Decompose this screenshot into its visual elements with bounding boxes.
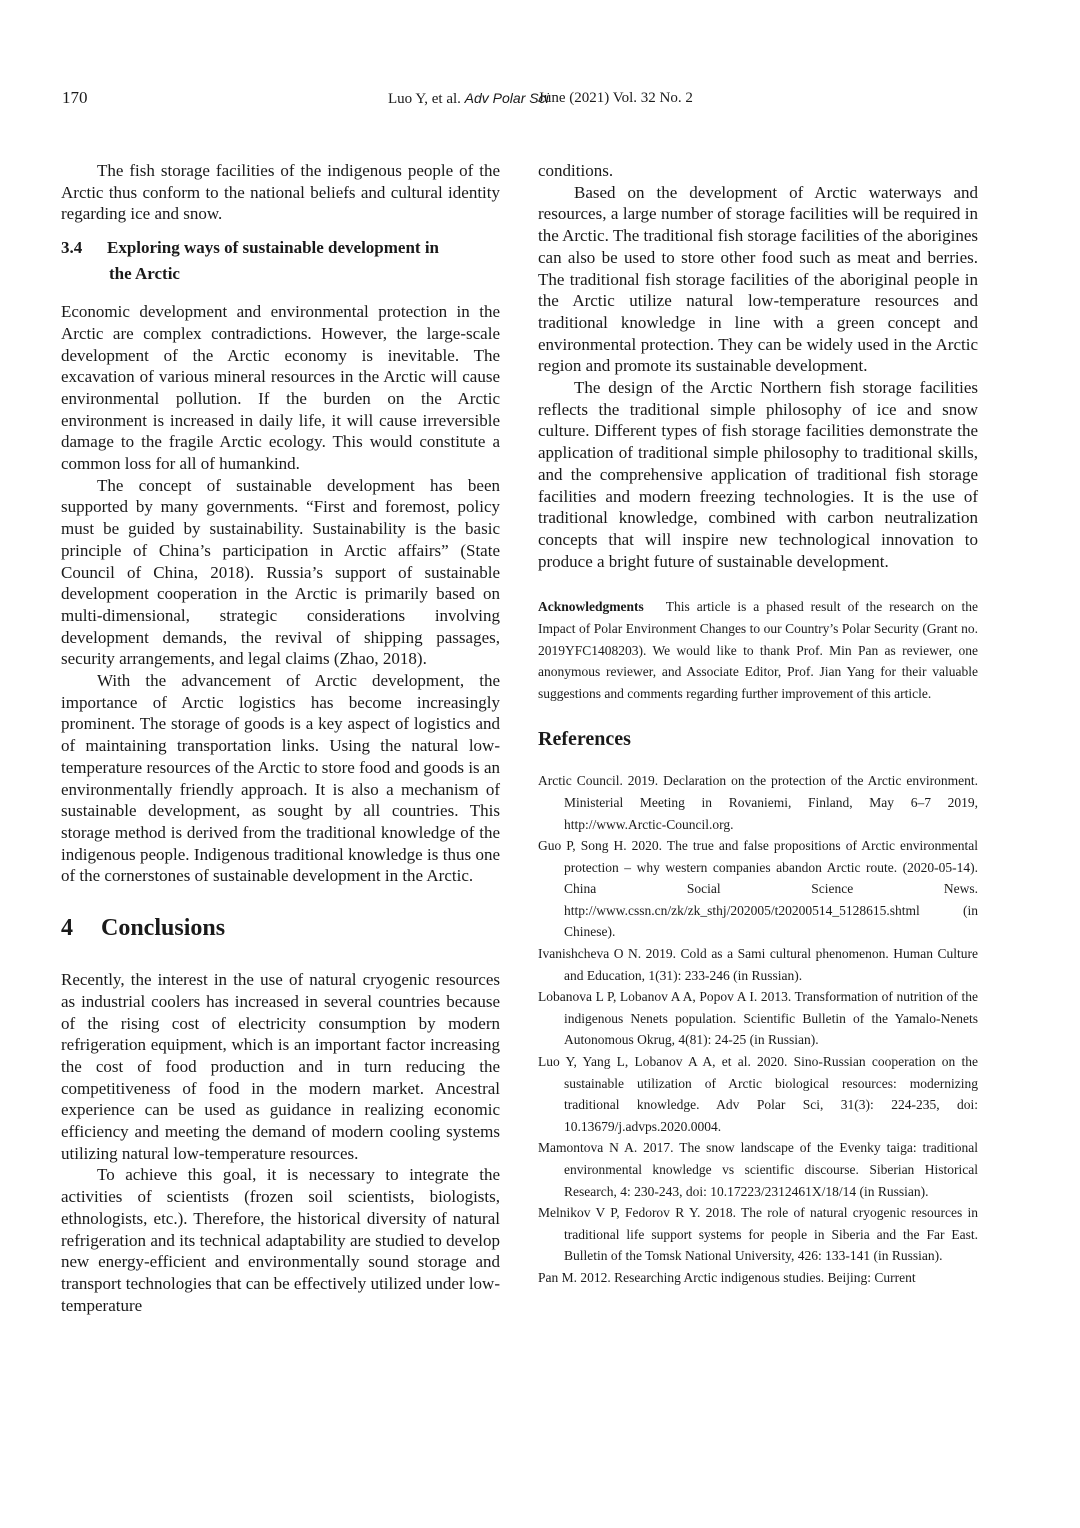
section-heading xyxy=(61,235,500,287)
paragraph: The design of the Arctic Northern fish storage facilities reflects the traditional simple philosophy of ice and snow culture. Different types of fish storage facilities demonstrate the application of traditional simple philosophy to traditional skills, and the comprehensive application of traditional fish storage facilities and modern freezing technologies. It is the use of traditional knowledge, combined with carbon neutralization concepts that will inspire new technological innovation to produce a bright future of sustainable development. xyxy=(538,378,978,571)
chapter-number: 4 xyxy=(61,915,73,942)
header-authors xyxy=(388,90,549,108)
paragraph: The fish storage facilities of the indigenous people of the Arctic thus conform to the national beliefs and cultural identity regarding ice and snow. xyxy=(61,161,500,224)
page-number: 170 xyxy=(62,88,88,107)
issue-info: June (2021) Vol. 32 No. 2 xyxy=(538,90,693,106)
reference-item: Lobanova L P, Lobanov A A, Popov A I. 2013. Transformation of nutrition of the indigenous Nenets population. Scientific Bulletin of the Yamalo-Nenets Autonomous Okrug, 4(81): 24-25 (in Russian). xyxy=(538,989,978,1048)
acknowledgments-heading: Acknowledgments xyxy=(538,599,644,615)
chapter-title: Conclusions xyxy=(101,915,226,942)
section-number: 3.4 xyxy=(61,238,83,258)
paragraph: The concept of sustainable development has been supported by many governments. “First and foremost, policy must be guided by sustainability. Sustainability is the basic principle of China’s participation in Arctic affairs” (State Council of China, 2018). Russia’s support of sustainable development cooperation in the Arctic is primarily based on multi-dimensional, strategic considerations involving development demands, the revival of shipping passages, security arrangements, and legal claims (Zhao, 2018). xyxy=(61,475,500,669)
paragraph: Based on the development of Arctic waterways and resources, a large number of storage facilities will be required in the Arctic. The traditional fish storage facilities of the aborigines can also be used to store other food such as meat and berries. The traditional fish storage facilities of the aboriginal people in the Arctic utilize natural low-temperature resources and traditional knowledge in line with a green concept and environmental protection. They can be widely used in the Arctic region and promote its sustainable development. xyxy=(538,182,978,376)
reference-item: Guo P, Song H. 2020. The true and false propositions of Arctic environmental protection – why western companies abandon Arctic route. (2020-05-14). China Social Science News. http://www.cssn.cn/zk/zk_sthj/202005/t20200514_5128615.shtml (in Chinese). xyxy=(538,838,978,940)
paragraph: conditions. xyxy=(538,161,614,180)
section-title-line1: Exploring ways of sustainable development in xyxy=(107,238,440,258)
references-list xyxy=(538,770,978,1288)
reference-item: Melnikov V P, Fedorov R Y. 2018. The role of natural cryogenic resources in traditional life support systems for people in Siberia and the Far East. Bulletin of the Tomsk National University, 426: 133-141 (in Russian). xyxy=(538,1205,978,1264)
journal-name: Adv Polar Sci xyxy=(464,90,549,106)
reference-item: Mamontova N A. 2017. The snow landscape of the Evenky taiga: traditional environmental knowledge vs scientific discourse. Siberian Historical Research, 4: 230-243, doi: 10.17223/2312461X/18/14 (in Russian). xyxy=(538,1140,978,1199)
acknowledgments xyxy=(538,596,978,704)
paragraph: To achieve this goal, it is necessary to integrate the activities of scientists (frozen soil scientists, biologists, ethnologists, etc.). Therefore, the historical diversity of natural refrigeration and its technical adaptability are studied to develop new energy-efficient and environmentally sound storage and transport technologies that can be effectively utilized under low-temperature xyxy=(61,1165,500,1315)
running-header xyxy=(62,88,980,112)
paragraph: Economic development and environmental protection in the Arctic are complex contradictions. However, the large-scale development of the Arctic economy is inevitable. The excavation of various mineral resources in the Arctic will cause environmental pollution. If the burden on the Arctic environment is increased in daily life, it will cause irreversible damage to the fragile Arctic ecology. This would constitute a common loss for all of humankind. xyxy=(61,302,500,474)
author-line: Luo Y, et al. xyxy=(388,91,461,107)
reference-item: Pan M. 2012. Researching Arctic indigenous studies. Beijing: Current xyxy=(538,1269,916,1285)
chapter-heading xyxy=(61,913,500,943)
section-title-line2: the Arctic xyxy=(109,264,180,284)
left-column xyxy=(61,160,500,1316)
reference-item: Luo Y, Yang L, Lobanov A A, et al. 2020. Sino-Russian cooperation on the sustainable utilization of Arctic biological resources: modernizing traditional knowledge. Adv Polar Sci, 31(3): 224-235, doi: 10.13679/j.advps.2020.0004. xyxy=(538,1054,978,1134)
paragraph: With the advancement of Arctic development, the importance of Arctic logistics has become increasingly prominent. The storage of goods is a key aspect of logistics and of maintaining transportation links. Using the natural low-temperature resources of the Arctic to store food and goods is an environmentally friendly approach. It is also a mechanism of sustainable development, as sought by all countries. This storage method is derived from the traditional knowledge of the indigenous people. Indigenous traditional knowledge is thus one of the cornerstones of sustainable development in the Arctic. xyxy=(61,671,500,886)
right-column xyxy=(538,160,978,1289)
paragraph: Recently, the interest in the use of natural cryogenic resources as industrial coolers has increased in several countries because of the rising cost of electricity consumption by modern refrigeration equipment, which is an important factor increasing the cost of food production and in turn reducing the competitiveness of food in the modern market. Ancestral experience can be used as guidance in realizing economic efficiency and meeting the demand of modern cooling systems utilizing natural low-temperature resources. xyxy=(61,970,500,1163)
reference-item: Arctic Council. 2019. Declaration on the protection of the Arctic environment. Ministerial Meeting in Rovaniemi, Finland, May 6–7 2019, http://www.Arctic-Council.org. xyxy=(538,773,978,832)
references-heading: References xyxy=(538,728,631,751)
acknowledgments-text: This article is a phased result of the research on the Impact of Polar Environment Changes to our Country’s Polar Security (Grant no. 2019YFC1408203). We would like to thank Prof. Min Pan as reviewer, one anonymous reviewer, and Associate Editor, Prof. Jian Yang for their valuable suggestions and comments regarding further improvement of this article. xyxy=(538,599,978,701)
reference-item: Ivanishcheva O N. 2019. Cold as a Sami cultural phenomenon. Human Culture and Education, 1(31): 233-246 (in Russian). xyxy=(538,946,978,983)
